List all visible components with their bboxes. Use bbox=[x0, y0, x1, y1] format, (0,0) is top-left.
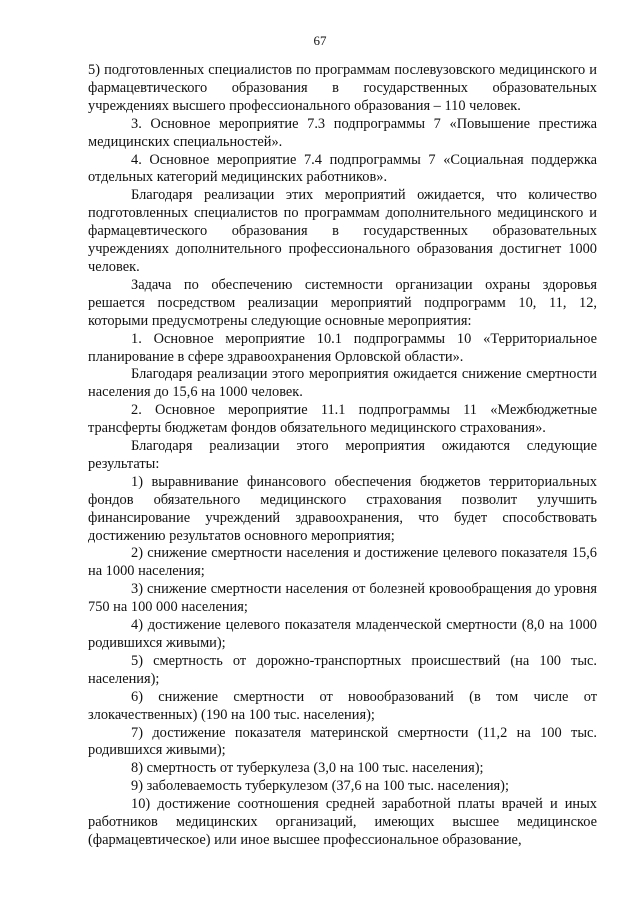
list-item: 2) снижение смертности населения и достижение целевого показателя 15,6 на 1000 населения; bbox=[88, 545, 597, 580]
list-item: 5) смертность от дорожно-транспортных происшествий (на 100 тыс. населения); bbox=[88, 652, 597, 687]
list-item: 3) снижение смертности населения от болезней кровообращения до уровня 750 на 100 000 населения; bbox=[88, 581, 597, 616]
list-item: 7) достижение показателя материнской смертности (11,2 на 100 тыс. родившихся живыми); bbox=[88, 724, 597, 759]
paragraph: Благодаря реализации этого мероприятия ожидается снижение смертности населения до 15,6 на 1000 человек. bbox=[88, 366, 597, 401]
paragraph: 3. Основное мероприятие 7.3 подпрограммы 7 «Повышение престижа медицинских специальностей». bbox=[88, 115, 597, 150]
page-number: 67 bbox=[313, 33, 327, 48]
list-item: 1) выравнивание финансового обеспечения бюджетов территориальных фондов обязательного медицинского страхования позволит улучшить финансирование учреждений здравоохранения, что будет способствовать достижению результатов основного мероприятия; bbox=[88, 473, 597, 544]
paragraph: 5) подготовленных специалистов по программам послевузовского медицинского и фармацевтического образования в государственных образовательных учреждениях высшего профессионального образования – 110 человек. bbox=[88, 62, 597, 114]
list-item: 9) заболеваемость туберкулезом (37,6 на 100 тыс. населения); bbox=[131, 778, 509, 795]
page-body bbox=[88, 62, 597, 850]
list-item: 6) снижение смертности от новообразований (в том числе от злокачественных) (190 на 100 тыс. населения); bbox=[88, 688, 597, 723]
paragraph: Задача по обеспечению системности организации охраны здоровья решается посредством реализации мероприятий подпрограмм 10, 11, 12, которыми предусмотрены следующие основные мероприятия: bbox=[88, 276, 597, 329]
paragraph: Благодаря реализации этого мероприятия ожидаются следующие результаты: bbox=[88, 438, 597, 472]
paragraph: 1. Основное мероприятие 10.1 подпрограммы 10 «Территориальное планирование в сфере здравоохранения Орловской области». bbox=[88, 330, 597, 365]
paragraph: 2. Основное мероприятие 11.1 подпрограммы 11 «Межбюджетные трансферты бюджетам фондов обязательного медицинского страхования». bbox=[88, 402, 597, 437]
list-item: 10) достижение соотношения средней заработной платы врачей и иных работников медицинских организаций, имеющих высшее медицинское (фармацевтическое) или иное высшее профессиональное образование, bbox=[88, 796, 597, 848]
paragraph: 4. Основное мероприятие 7.4 подпрограммы 7 «Социальная поддержка отдельных категорий медицинских работников». bbox=[88, 151, 597, 186]
list-item: 8) смертность от туберкулеза (3,0 на 100 тыс. населения); bbox=[131, 760, 484, 777]
list-item: 4) достижение целевого показателя младенческой смертности (8,0 на 1000 родившихся живыми); bbox=[88, 617, 597, 651]
paragraph: Благодаря реализации этих мероприятий ожидается, что количество подготовленных специалистов по программам дополнительного медицинского и фармацевтического образования в государственных образовательных учреждениях дополнительного профессионального образования достигнет 1000 человек. bbox=[88, 187, 597, 275]
